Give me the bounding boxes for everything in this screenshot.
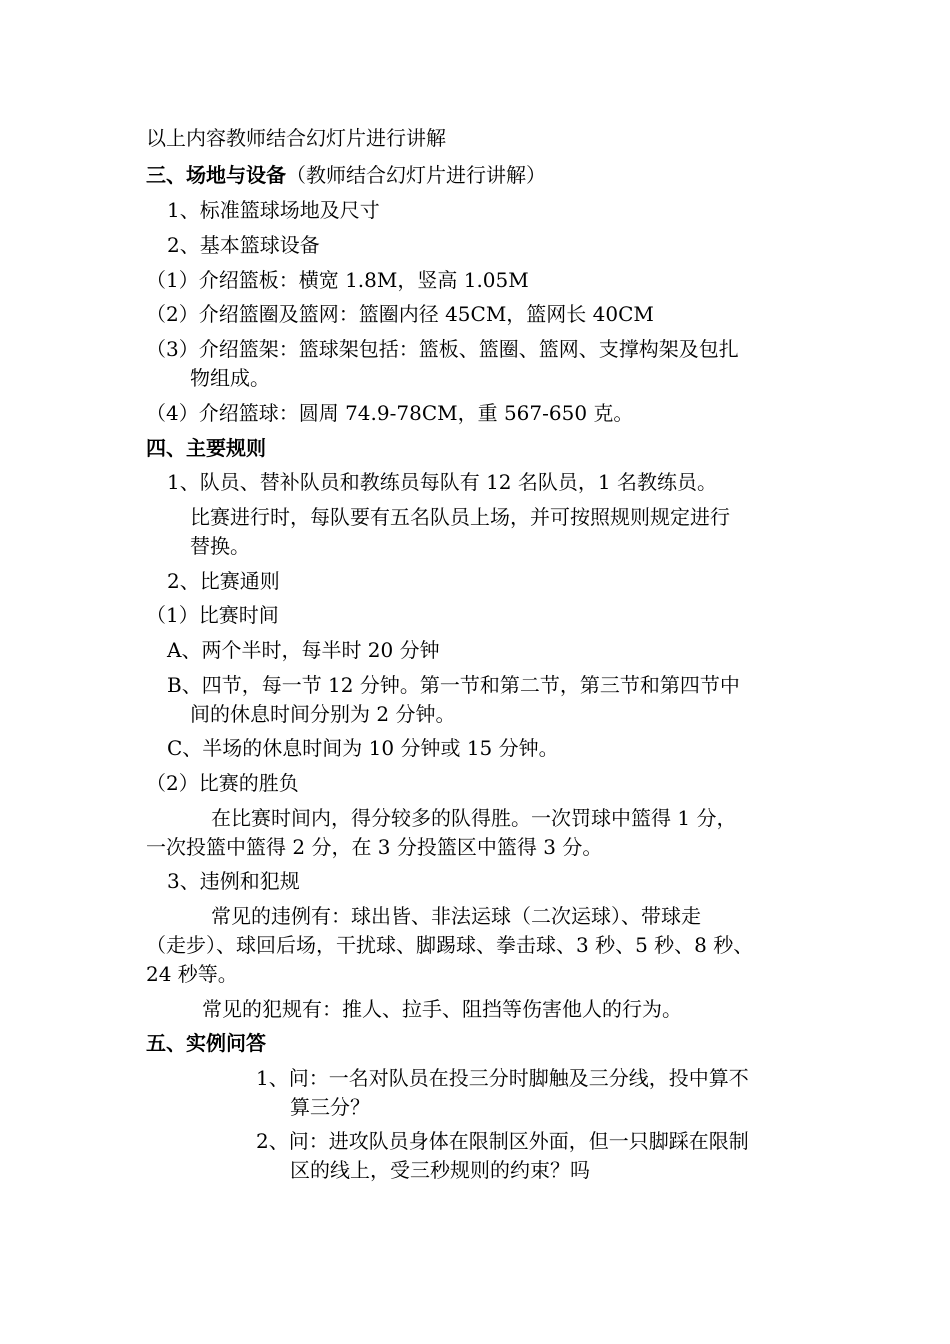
section-4-sub-2: （2）比赛的胜负: [146, 771, 299, 795]
section-3-sub-3-line-1: （3）介绍篮架：篮球架包括：篮板、篮圈、篮网、支撑构架及包扎: [146, 337, 739, 361]
section-4-item-c: C、半场的休息时间为 10 分钟或 15 分钟。: [167, 736, 559, 760]
section-4-sub-2-para-line-1: 在比赛时间内，得分较多的队得胜。一次罚球中篮得 1 分，: [211, 806, 737, 830]
violations-line-3: 24 秒等。: [146, 962, 238, 986]
section-5-heading: 五、实例问答: [146, 1031, 266, 1055]
section-3-heading-note: （教师结合幻灯片进行讲解）: [286, 163, 546, 187]
question-2-line-2: 区的线上，受三秒规则的约束？吗: [290, 1158, 590, 1182]
section-4-sub-2-para-line-2: 一次投篮中篮得 2 分，在 3 分投篮区中篮得 3 分。: [146, 835, 603, 859]
intro-text: 以上内容教师结合幻灯片进行讲解: [146, 126, 446, 150]
section-3-heading: 三、场地与设备: [146, 163, 286, 187]
section-4-item-1-para-line-2: 替换。: [190, 534, 250, 558]
section-4-sub-1: （1）比赛时间: [146, 603, 279, 627]
violations-line-2: （走步）、球回后场，干扰球、脚踢球、拳击球、3 秒、5 秒、8 秒、: [146, 933, 754, 957]
section-3-sub-1: （1）介绍篮板：横宽 1.8M，竖高 1.05M: [146, 268, 529, 292]
section-4-item-2: 2、比赛通则: [167, 569, 280, 593]
question-1-line-1: 1、问：一名对队员在投三分时脚触及三分线，投中算不: [256, 1066, 749, 1090]
section-3-sub-2: （2）介绍篮圈及篮网：篮圈内径 45CM，篮网长 40CM: [146, 302, 654, 326]
question-2-line-1: 2、问：进攻队员身体在限制区外面，但一只脚踩在限制: [256, 1129, 749, 1153]
section-3-item-1: 1、标准篮球场地及尺寸: [167, 198, 380, 222]
section-3-item-2: 2、基本篮球设备: [167, 233, 320, 257]
section-3-heading-row: [146, 160, 546, 190]
section-4-item-1: 1、队员、替补队员和教练员每队有 12 名队员，1 名教练员。: [167, 470, 717, 494]
section-4-item-1-para-line-1: 比赛进行时，每队要有五名队员上场，并可按照规则规定进行: [190, 505, 730, 529]
section-4-item-a: A、两个半时，每半时 20 分钟: [167, 638, 440, 662]
section-4-item-b-line-2: 间的休息时间分别为 2 分钟。: [190, 702, 456, 726]
section-3-sub-4: （4）介绍篮球：圆周 74.9-78CM，重 567-650 克。: [146, 401, 634, 425]
section-4-heading: 四、主要规则: [146, 436, 266, 460]
section-4-item-b-line-1: B、四节，每一节 12 分钟。第一节和第二节，第三节和第四节中: [167, 673, 740, 697]
question-1-line-2: 算三分？: [290, 1095, 370, 1119]
section-3-sub-3-line-2: 物组成。: [190, 366, 270, 390]
violations-line-1: 常见的违例有：球出皆、非法运球（二次运球）、带球走: [211, 904, 701, 928]
section-4-item-3: 3、违例和犯规: [167, 869, 300, 893]
fouls-line: 常见的犯规有：推人、拉手、阻挡等伤害他人的行为。: [202, 997, 682, 1021]
